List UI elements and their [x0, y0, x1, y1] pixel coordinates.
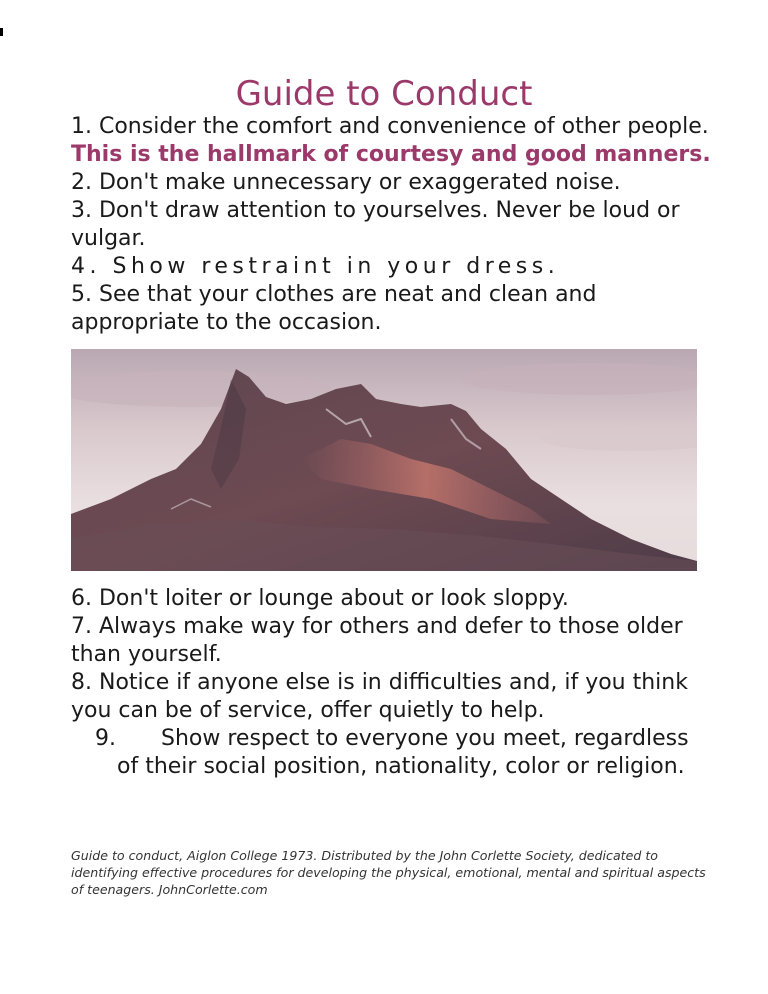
- rule-7: 7. Always make way for others and defer to those older than yourself.: [71, 614, 683, 667]
- mountain-photo: [71, 349, 697, 571]
- rule-3: 3. Don't draw attention to yourselves. Never be loud or vulgar.: [71, 198, 680, 251]
- rule-1-emphasis: This is the hallmark of courtesy and good manners.: [71, 142, 711, 167]
- rule-1-text: 1. Consider the comfort and convenience of other people.: [71, 114, 709, 139]
- rule-9: [71, 725, 711, 781]
- page-title: Guide to Conduct: [235, 74, 533, 114]
- rule-1: [71, 113, 711, 169]
- rules-list: [71, 113, 711, 781]
- rule-4: 4. Show restraint in your dress.: [71, 254, 560, 279]
- footer-note: Guide to conduct, Aiglon College 1973. Distributed by the John Corlette Society, dedicated to identifying effective procedures for developing the physical, emotional, mental and spiritual aspects of teenagers. JohnCorlette.com: [71, 847, 706, 897]
- rule-9-number: 9.: [95, 726, 116, 751]
- rule-5: 5. See that your clothes are neat and clean and appropriate to the occasion.: [71, 282, 597, 335]
- rule-6: 6. Don't loiter or lounge about or look sloppy.: [71, 586, 569, 611]
- rule-8: 8. Notice if anyone else is in difficulties and, if you think you can be of service, offer quietly to help.: [71, 670, 688, 723]
- rule-9-text: Show respect to everyone you meet, regardless of their social position, nationality, color or religion.: [117, 726, 689, 779]
- corner-mark: [0, 28, 3, 36]
- rule-2: 2. Don't make unnecessary or exaggerated noise.: [71, 170, 621, 195]
